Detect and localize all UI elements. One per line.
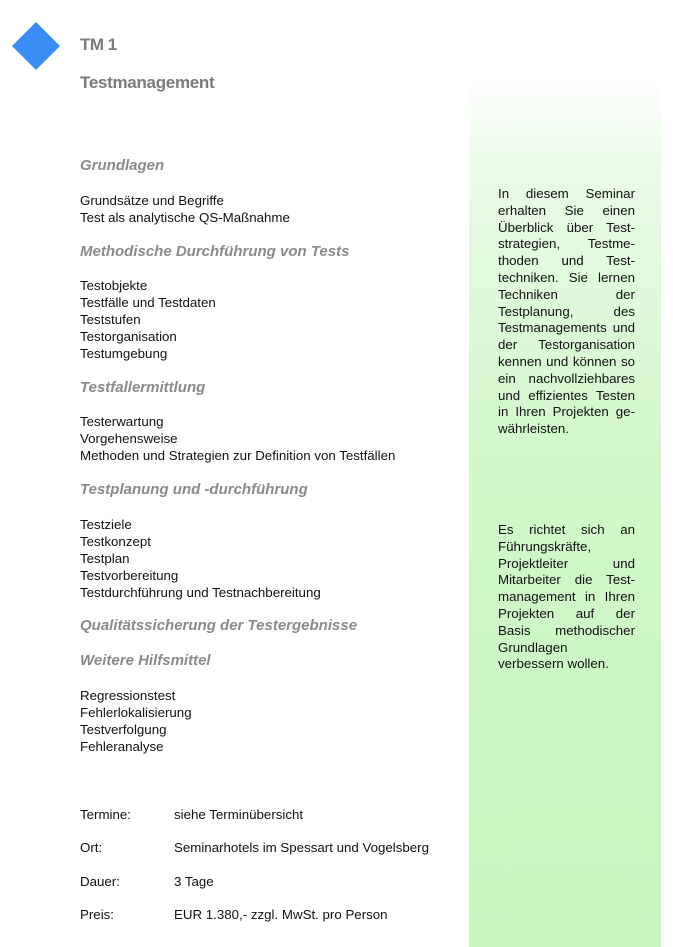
list-item: Methoden und Strategien zur Definition von Testfällen: [80, 447, 396, 463]
detail-value: EUR 1.380,- zzgl. MwSt. pro Person: [174, 907, 388, 922]
list-item: Testerwartung: [80, 414, 164, 429]
list-item: Testverfolgung: [80, 721, 167, 737]
course-code: TM 1: [80, 35, 117, 54]
section-list-grundlagen: [80, 193, 290, 227]
section-list-testfallermittlung: [80, 414, 395, 465]
list-item: Teststufen: [80, 311, 141, 327]
list-item: Testplan: [80, 550, 130, 566]
section-heading-qualitaetssicherung: Qualitätssicherung der Testergebnisse: [80, 617, 358, 634]
section-heading-testplanung: Testplanung und -durchführung: [80, 481, 308, 498]
list-item: Regressionstest: [80, 688, 176, 703]
list-item: Testorganisation: [80, 328, 177, 344]
list-item: Fehleranalyse: [80, 738, 164, 754]
list-item: Testziele: [80, 517, 132, 532]
list-item: Testvorbereitung: [80, 567, 179, 583]
list-item: Test als analytische QS-Maßnahme: [80, 209, 290, 225]
detail-value: Seminarhotels im Spessart und Vogelsberg: [174, 840, 429, 855]
course-title: Testmanagement: [80, 73, 215, 92]
detail-value: 3 Tage: [174, 874, 214, 889]
list-item: Testobjekte: [80, 278, 148, 293]
sidebar-paragraph-audience: Es richtet sich an Führungskräfte, Projektleiter und Mitarbeiter die Testmanagement in Ihren Projekten auf der Basis methodischer Grundlagen verbessern wollen.: [498, 522, 635, 672]
section-list-testplanung: [80, 517, 321, 602]
sidebar-paragraph-intro: In diesem Seminar erhalten Sie einen Überblick über Teststrategien, Testmethoden und Testtechniken. Sie lernen Techniken der Testplanung, des Testmanagements und der Testorganisation kennen und können so ein nachvollziehbares und effizientes Testen in Ihren Projekten gewährleisten.: [498, 186, 635, 437]
detail-value: siehe Terminübersicht: [174, 807, 304, 822]
section-heading-methodische-durchfuehrung: Methodische Durchführung von Tests: [80, 243, 350, 260]
section-heading-weitere-hilfsmittel: Weitere Hilfsmittel: [80, 652, 211, 669]
detail-label: Preis:: [80, 907, 114, 922]
detail-label: Dauer:: [80, 874, 120, 889]
diamond-logo-icon: [12, 22, 60, 70]
list-item: Testfälle und Testdaten: [80, 294, 216, 310]
section-list-weitere-hilfsmittel: [80, 688, 192, 756]
section-heading-grundlagen: Grundlagen: [80, 157, 165, 174]
list-item: Grundsätze und Begriffe: [80, 193, 224, 208]
list-item: Testkonzept: [80, 533, 151, 549]
detail-label: Termine:: [80, 807, 131, 822]
detail-label: Ort:: [80, 840, 103, 855]
list-item: Testumgebung: [80, 345, 168, 361]
list-item: Testdurchführung und Testnachbereitung: [80, 584, 321, 600]
section-heading-testfallermittlung: Testfallermittlung: [80, 379, 206, 396]
list-item: Vorgehensweise: [80, 430, 178, 446]
section-list-methodische-durchfuehrung: [80, 278, 216, 363]
list-item: Fehlerlokalisierung: [80, 704, 192, 720]
